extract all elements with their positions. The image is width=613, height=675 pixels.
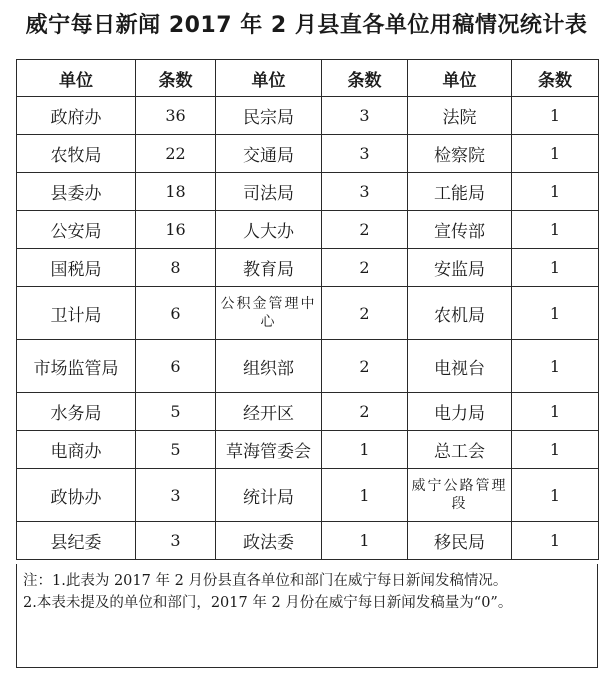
header-count-2: 条数: [322, 60, 408, 97]
header-count-3: 条数: [512, 60, 599, 97]
statistics-table: [16, 59, 599, 560]
count-cell: 2: [322, 393, 408, 431]
unit-cell: 电视台: [408, 340, 512, 393]
count-cell: 16: [136, 211, 216, 249]
table-row: [17, 173, 599, 211]
unit-cell: 农牧局: [17, 135, 136, 173]
count-cell: 1: [512, 431, 599, 469]
count-cell: 22: [136, 135, 216, 173]
count-cell: 1: [512, 393, 599, 431]
unit-cell: 公积金管理中心: [216, 287, 322, 340]
table-row: [17, 469, 599, 522]
unit-cell: 交通局: [216, 135, 322, 173]
unit-cell: 民宗局: [216, 97, 322, 135]
unit-cell: 统计局: [216, 469, 322, 522]
table-row: [17, 522, 599, 560]
unit-cell: 农机局: [408, 287, 512, 340]
unit-cell: 卫计局: [17, 287, 136, 340]
page-title: 威宁每日新闻 2017 年 2 月县直各单位用稿情况统计表: [25, 13, 588, 38]
count-cell: 3: [136, 522, 216, 560]
unit-cell: 移民局: [408, 522, 512, 560]
count-cell: 5: [136, 393, 216, 431]
header-unit-1: 单位: [17, 60, 136, 97]
count-cell: 6: [136, 340, 216, 393]
unit-cell: 人大办: [216, 211, 322, 249]
header-count-1: 条数: [136, 60, 216, 97]
count-cell: 36: [136, 97, 216, 135]
count-cell: 2: [322, 287, 408, 340]
count-cell: 2: [322, 249, 408, 287]
count-cell: 3: [322, 173, 408, 211]
unit-cell: 电力局: [408, 393, 512, 431]
count-cell: 1: [512, 249, 599, 287]
table-notes: [16, 564, 598, 668]
table-row: [17, 431, 599, 469]
count-cell: 1: [512, 287, 599, 340]
unit-cell: 市场监管局: [17, 340, 136, 393]
count-cell: 1: [512, 211, 599, 249]
count-cell: 1: [512, 340, 599, 393]
unit-cell: 工能局: [408, 173, 512, 211]
count-cell: 6: [136, 287, 216, 340]
unit-cell: 县委办: [17, 173, 136, 211]
count-cell: 3: [322, 97, 408, 135]
unit-cell: 组织部: [216, 340, 322, 393]
unit-cell: 草海管委会: [216, 431, 322, 469]
unit-cell: 安监局: [408, 249, 512, 287]
unit-cell: 县纪委: [17, 522, 136, 560]
unit-cell: 公安局: [17, 211, 136, 249]
unit-cell: 政协办: [17, 469, 136, 522]
count-cell: 1: [512, 135, 599, 173]
unit-cell: 国税局: [17, 249, 136, 287]
count-cell: 3: [322, 135, 408, 173]
unit-cell: 经开区: [216, 393, 322, 431]
count-cell: 5: [136, 431, 216, 469]
unit-cell: 政府办: [17, 97, 136, 135]
count-cell: 3: [136, 469, 216, 522]
header-unit-2: 单位: [216, 60, 322, 97]
unit-cell: 电商办: [17, 431, 136, 469]
count-cell: 1: [322, 469, 408, 522]
unit-cell: 法院: [408, 97, 512, 135]
count-cell: 1: [512, 173, 599, 211]
table-row: [17, 211, 599, 249]
unit-cell: 政法委: [216, 522, 322, 560]
table-row: [17, 135, 599, 173]
table-row: [17, 393, 599, 431]
table-header-row: [17, 60, 599, 97]
count-cell: 8: [136, 249, 216, 287]
note-line-2: 2.本表未提及的单位和部门，2017 年 2 月份在威宁每日新闻发稿量为“0”。: [23, 595, 513, 611]
count-cell: 1: [512, 97, 599, 135]
count-cell: 1: [322, 431, 408, 469]
table-row: [17, 287, 599, 340]
unit-cell: 威宁公路管理段: [408, 469, 512, 522]
unit-cell: 教育局: [216, 249, 322, 287]
unit-cell: 检察院: [408, 135, 512, 173]
unit-cell: 水务局: [17, 393, 136, 431]
count-cell: 1: [322, 522, 408, 560]
table-row: [17, 340, 599, 393]
count-cell: 2: [322, 340, 408, 393]
count-cell: 2: [322, 211, 408, 249]
table-row: [17, 249, 599, 287]
count-cell: 1: [512, 469, 599, 522]
unit-cell: 司法局: [216, 173, 322, 211]
unit-cell: 宣传部: [408, 211, 512, 249]
table-row: [17, 97, 599, 135]
unit-cell: 总工会: [408, 431, 512, 469]
note-line-1: 注：1.此表为 2017 年 2 月份县直各单位和部门在威宁每日新闻发稿情况。: [23, 573, 508, 589]
count-cell: 1: [512, 522, 599, 560]
count-cell: 18: [136, 173, 216, 211]
header-unit-3: 单位: [408, 60, 512, 97]
